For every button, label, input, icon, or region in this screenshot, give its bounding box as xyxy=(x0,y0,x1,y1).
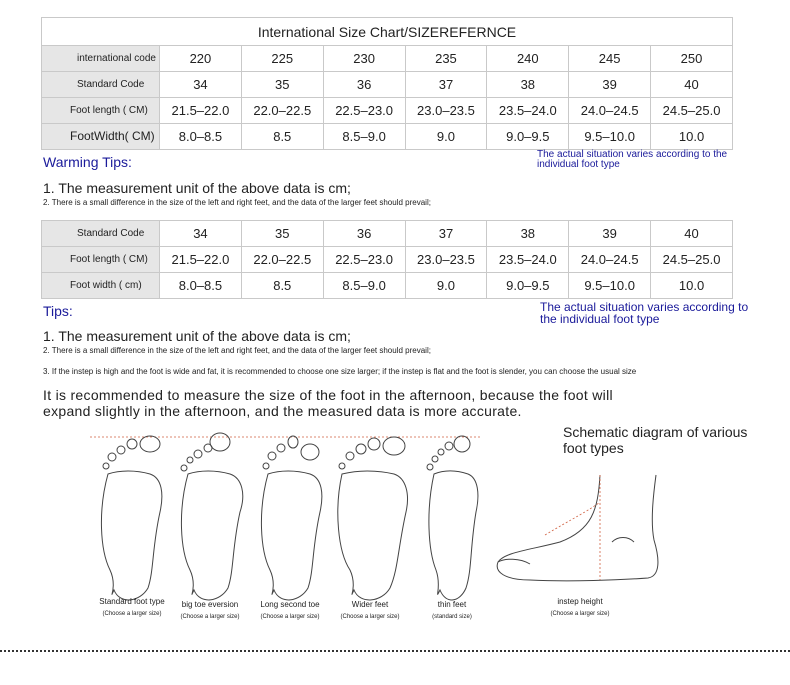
table-cell: 22.5–23.0 xyxy=(323,98,405,124)
table-cell: 23.5–24.0 xyxy=(487,98,569,124)
foot-label-big-toe xyxy=(170,601,250,621)
table-cell: 9.0–9.5 xyxy=(487,124,569,150)
table-cell: 34 xyxy=(160,221,242,247)
size-chart-1 xyxy=(41,17,733,150)
table-cell: 9.0 xyxy=(405,273,487,299)
foot-label: Standard foot type xyxy=(99,597,165,606)
table-cell: 39 xyxy=(569,72,651,98)
table-cell: 23.0–23.5 xyxy=(405,98,487,124)
table-cell: 38 xyxy=(487,72,569,98)
table-cell: 225 xyxy=(241,46,323,72)
big-toe-eversion-foot-icon xyxy=(181,433,243,600)
size-chart-2 xyxy=(41,220,733,299)
table-cell: 36 xyxy=(323,221,405,247)
table-cell: 235 xyxy=(405,46,487,72)
table-cell: 23.0–23.5 xyxy=(405,247,487,273)
table-row xyxy=(42,124,733,150)
row-label: Standard Code xyxy=(42,72,160,98)
table-cell: 35 xyxy=(241,221,323,247)
table-row xyxy=(42,72,733,98)
instep-guide-line xyxy=(545,502,600,535)
table-cell: 245 xyxy=(569,46,651,72)
foot-sub-label: (Choose a larger size) xyxy=(260,614,320,620)
table-cell: 9.5–10.0 xyxy=(569,124,651,150)
instep-side-foot-icon xyxy=(497,475,658,581)
afternoon-paragraph: It is recommended to measure the size of the foot in the afternoon, because the foot will expand slightly in the afternoon, and the measured data is more accurate. xyxy=(43,387,613,419)
foot-sub-label: (Choose a larger size) xyxy=(102,611,162,617)
thin-foot-icon xyxy=(427,436,478,600)
table-cell: 10.0 xyxy=(651,124,733,150)
row-label: FootWidth( CM) xyxy=(42,124,160,150)
table-row xyxy=(42,273,733,299)
table-cell: 250 xyxy=(651,46,733,72)
table-cell: 24.5–25.0 xyxy=(651,98,733,124)
table-cell: 8.5–9.0 xyxy=(323,273,405,299)
table-cell: 21.5–22.0 xyxy=(160,98,242,124)
table-cell: 22.0–22.5 xyxy=(241,247,323,273)
table-cell: 34 xyxy=(160,72,242,98)
table-cell: 24.0–24.5 xyxy=(569,247,651,273)
tip-line-2: 2. There is a small difference in the size of the left and right feet, and the data of the larger feet should prevail; xyxy=(43,198,431,207)
table-cell: 220 xyxy=(160,46,242,72)
table-cell: 24.5–25.0 xyxy=(651,247,733,273)
foot-label: instep height xyxy=(557,597,603,606)
foot-label-long-second-toe xyxy=(250,601,330,621)
table-cell: 10.0 xyxy=(651,273,733,299)
table-cell: 21.5–22.0 xyxy=(160,247,242,273)
table-cell: 39 xyxy=(569,221,651,247)
table-cell: 37 xyxy=(405,221,487,247)
table-cell: 240 xyxy=(487,46,569,72)
table-row xyxy=(42,247,733,273)
chart-title: International Size Chart/SIZEREFERNCE xyxy=(42,18,733,46)
table-cell: 230 xyxy=(323,46,405,72)
tip-line-1b: 1. The measurement unit of the above data is cm; xyxy=(43,328,351,344)
row-label: Foot length ( CM) xyxy=(42,98,160,124)
tip-line-3: 3. If the instep is high and the foot is wide and fat, it is recommended to choose one size larger; if the instep is flat and the foot is slender, you can choose the usual size xyxy=(43,367,637,376)
table-cell: 37 xyxy=(405,72,487,98)
foot-label: Long second toe xyxy=(260,600,320,609)
foot-label-instep xyxy=(540,598,620,618)
table-cell: 38 xyxy=(487,221,569,247)
foot-label-standard xyxy=(92,598,172,618)
row-label: international code xyxy=(42,46,160,72)
table-cell: 40 xyxy=(651,72,733,98)
diagram-title: Schematic diagram of various foot types xyxy=(563,424,748,456)
table-cell: 8.5 xyxy=(241,124,323,150)
foot-label: thin feet xyxy=(437,600,467,609)
table-cell: 35 xyxy=(241,72,323,98)
row-label: Standard Code xyxy=(42,221,160,247)
table-cell: 22.0–22.5 xyxy=(241,98,323,124)
tips-heading: Tips: xyxy=(43,303,73,319)
table-row xyxy=(42,98,733,124)
foot-label-wider xyxy=(330,601,410,621)
foot-label-thin xyxy=(412,601,492,621)
table-cell: 24.0–24.5 xyxy=(569,98,651,124)
row-label: Foot width ( cm) xyxy=(42,273,160,299)
foot-sub-label: (Choose a larger size) xyxy=(550,611,610,617)
long-second-toe-foot-icon xyxy=(261,436,321,600)
tip-line-2b: 2. There is a small difference in the size of the left and right feet, and the data of the larger feet should prevail; xyxy=(43,346,431,355)
table-cell: 9.5–10.0 xyxy=(569,273,651,299)
table-cell: 8.5–9.0 xyxy=(323,124,405,150)
foot-type-note: The actual situation varies according to the individual foot type xyxy=(537,149,728,170)
tip-line-1: 1. The measurement unit of the above data is cm; xyxy=(43,180,351,196)
foot-label: Wider feet xyxy=(351,600,389,609)
table-row xyxy=(42,46,733,72)
table-cell: 8.5 xyxy=(241,273,323,299)
warming-tips-heading: Warming Tips: xyxy=(43,154,132,170)
standard-foot-icon xyxy=(101,436,161,600)
foot-type-note-2: The actual situation varies according to the individual foot type xyxy=(540,300,749,326)
table-cell: 9.0 xyxy=(405,124,487,150)
table-cell: 9.0–9.5 xyxy=(487,273,569,299)
table-cell: 23.5–24.0 xyxy=(487,247,569,273)
foot-label: big toe eversion xyxy=(181,600,239,609)
row-label: Foot length ( CM) xyxy=(42,247,160,273)
table-cell: 36 xyxy=(323,72,405,98)
foot-sub-label: (standard size) xyxy=(432,614,472,620)
table-cell: 8.0–8.5 xyxy=(160,273,242,299)
table-cell: 40 xyxy=(651,221,733,247)
dotted-divider xyxy=(0,650,790,652)
foot-sub-label: (Choose a larger size) xyxy=(180,614,240,620)
foot-sub-label: (Choose a larger size) xyxy=(340,614,400,620)
table-cell: 8.0–8.5 xyxy=(160,124,242,150)
foot-types-diagram xyxy=(0,430,790,670)
wider-foot-icon xyxy=(338,437,408,600)
table-row xyxy=(42,221,733,247)
table-cell: 22.5–23.0 xyxy=(323,247,405,273)
